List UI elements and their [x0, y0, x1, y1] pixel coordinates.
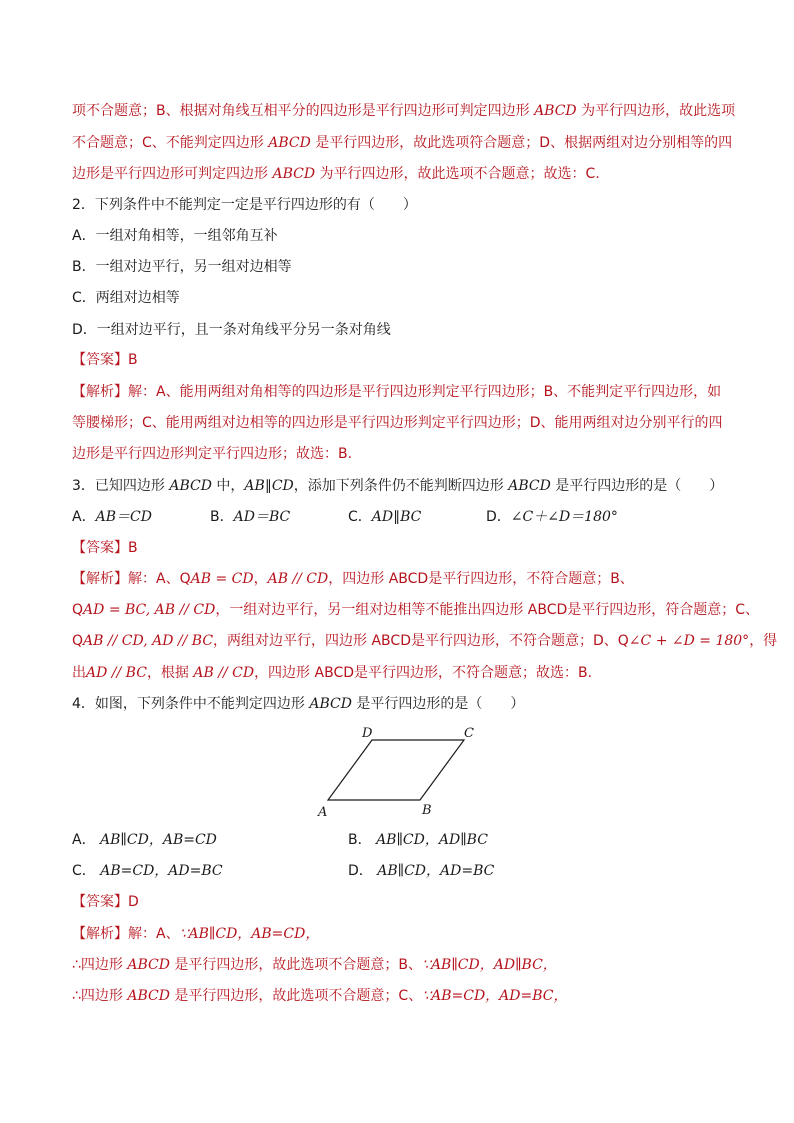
- text: 是平行四边形，故此选项不合题意；B、: [169, 957, 423, 973]
- text: 项不合题意；B、根据对角线互相平分的四边形是平行四边形可判定四边形: [72, 103, 535, 119]
- q3-option-b: [210, 507, 290, 527]
- q3-analysis-line-4: [72, 663, 592, 683]
- text: 是平行四边形的是（ ）: [351, 696, 525, 712]
- math: ∠C + ∠D = 180°: [628, 633, 750, 649]
- math: AB: [244, 478, 265, 494]
- q3-option-a: [72, 507, 152, 527]
- label: A．: [72, 832, 96, 848]
- math: ABCD: [169, 478, 212, 494]
- prev-solution-line-1: [72, 101, 735, 121]
- parallelogram-shape: [328, 740, 464, 800]
- text: ，四边形 ABCD是平行四边形，不符合题意；B、: [328, 571, 634, 587]
- text: ，得: [749, 633, 778, 649]
- math: AB // CD, AD // BC: [83, 633, 214, 649]
- analysis-tag: 【解析】: [72, 926, 128, 942]
- text: 3．已知四边形: [72, 478, 170, 494]
- text: ，添加下列条件仍不能判断四边形: [293, 478, 509, 494]
- q2-option-c: C．两组对边相等: [72, 290, 180, 306]
- value: AB＝CD: [95, 509, 152, 525]
- value: AD: [371, 509, 394, 525]
- math: ∵AB∥CD，AB=CD，: [179, 926, 320, 942]
- math: AB = CD: [190, 571, 254, 587]
- math: ABCD: [127, 988, 170, 1004]
- q2-answer: [72, 350, 138, 370]
- value: AB=CD，AD=BC: [100, 863, 223, 879]
- q2-stem: 2．下列条件中不能判定一定是平行四边形的有（ ）: [72, 197, 417, 213]
- text: 为平行四边形，故此选项不合题意；故选：C.: [315, 166, 600, 182]
- math: CD: [271, 478, 294, 494]
- label: A．: [72, 509, 96, 525]
- q2-analysis-line-3: 边形是平行四边形判定平行四边形；故选：B.: [72, 446, 353, 462]
- text: 4．如图，下列条件中不能判定四边形: [72, 696, 310, 712]
- math: AD // BC: [86, 665, 147, 681]
- analysis-tag: 【解析】: [72, 384, 128, 400]
- math: ∵AB∥CD，AD∥BC，: [422, 957, 557, 973]
- analysis-text: 解：A、能用两组对角相等的四边形是平行四边形判定平行四边形；B、不能判定平行四边形，如: [128, 384, 722, 400]
- math: ABCD: [309, 696, 352, 712]
- q4-option-a: [72, 830, 217, 850]
- q3-answer: [72, 538, 138, 558]
- parallel-symbol: ∥: [393, 509, 401, 525]
- q4-analysis-line-3: [72, 986, 568, 1006]
- label: C．: [348, 509, 372, 525]
- q4-option-b: [348, 830, 488, 850]
- label: D．: [486, 509, 511, 525]
- math: ABCD: [268, 135, 311, 151]
- q3-analysis-line-2: [72, 600, 759, 620]
- q4-analysis-line-2: [72, 955, 557, 975]
- math: AB // CD: [193, 665, 255, 681]
- q3-analysis-line-1: [72, 569, 634, 589]
- q3-stem: [72, 476, 723, 496]
- text: ，一组对边平行，另一组对边相等不能推出四边形 ABCD是平行四边形，符合题意；C、: [215, 602, 760, 618]
- q2-analysis-line-2: 等腰梯形；C、能用两组对边相等的四边形是平行四边形判定平行四边形；D、能用两组对边分别平行的四: [72, 415, 723, 431]
- text: 是平行四边形的是（ ）: [550, 478, 724, 494]
- text: 为平行四边形，故此选项: [576, 103, 736, 119]
- q2-option-a: A．一组对角相等，一组邻角互补: [72, 228, 278, 244]
- prev-solution-line-3: [72, 164, 600, 184]
- q2-option-b: B．一组对边平行，另一组对边相等: [72, 259, 292, 275]
- vertex-label-c: C: [464, 726, 474, 741]
- math: AD = BC, AB // CD: [83, 602, 216, 618]
- value: AB∥CD，AB=CD: [100, 832, 217, 848]
- q2-option-d: D．一组对边平行，且一条对角线平分另一条对角线: [72, 322, 391, 338]
- text: 是平行四边形，故此选项符合题意；D、根据两组对边分别相等的四: [310, 135, 733, 151]
- since-symbol: Q: [72, 602, 84, 618]
- text: ，两组对边平行，四边形 ABCD是平行四边形，不符合题意；D、: [213, 633, 618, 649]
- q4-option-d: [348, 861, 494, 881]
- label: B．: [210, 509, 234, 525]
- text: 不合题意；C、不能判定四边形: [72, 135, 269, 151]
- value: AB∥CD，AD=BC: [377, 863, 495, 879]
- math: ABCD: [127, 957, 170, 973]
- math: ∵AB=CD，AD=BC，: [422, 988, 568, 1004]
- label: D．: [348, 863, 373, 879]
- value: AD＝BC: [233, 509, 291, 525]
- text: 是平行四边形，故此选项不合题意；C、: [169, 988, 423, 1004]
- text: 中，: [211, 478, 245, 494]
- parallel-symbol: ∥: [264, 478, 272, 494]
- math: AB // CD: [267, 571, 329, 587]
- text: ∴四边形: [72, 957, 128, 973]
- vertex-label-a: A: [318, 805, 328, 820]
- text: 出: [72, 665, 86, 681]
- math: ABCD: [508, 478, 551, 494]
- text: 边形是平行四边形可判定四边形: [72, 166, 273, 182]
- text: ，根据: [146, 665, 194, 681]
- vertex-label-b: B: [422, 803, 432, 818]
- q3-analysis-line-3: [72, 631, 777, 651]
- answer-tag: 【答案】: [72, 352, 128, 368]
- analysis-tag: 【解析】: [72, 571, 128, 587]
- text: ，四边形 ABCD是平行四边形，不符合题意；故选：B.: [254, 665, 593, 681]
- q3-option-c: [348, 507, 421, 527]
- prev-solution-line-2: [72, 133, 732, 153]
- text: ，: [253, 571, 268, 587]
- answer-value: B: [128, 352, 138, 368]
- since-symbol: Q: [179, 571, 191, 587]
- label: B．: [348, 832, 372, 848]
- answer-value: D: [128, 894, 139, 910]
- math: ABCD: [534, 103, 577, 119]
- label: C．: [72, 863, 96, 879]
- q2-analysis-line-1: [72, 382, 721, 402]
- answer-value: B: [128, 540, 138, 556]
- text: 解：A、: [128, 926, 180, 942]
- value: AB∥CD，AD∥BC: [376, 832, 488, 848]
- q4-analysis-line-1: [72, 924, 319, 944]
- since-symbol: Q: [72, 633, 84, 649]
- q4-answer: [72, 892, 139, 912]
- value: ∠C＋∠D＝180°: [510, 509, 618, 525]
- q4-option-c: [72, 861, 223, 881]
- since-symbol: Q: [617, 633, 629, 649]
- text: 解：A、: [128, 571, 180, 587]
- parallelogram-figure: [314, 722, 484, 822]
- answer-tag: 【答案】: [72, 540, 128, 556]
- vertex-label-d: D: [362, 726, 373, 741]
- value: BC: [400, 509, 422, 525]
- answer-tag: 【答案】: [72, 894, 128, 910]
- q4-stem: [72, 694, 524, 714]
- text: ∴四边形: [72, 988, 128, 1004]
- math: ABCD: [272, 166, 316, 182]
- q3-option-d: [486, 507, 618, 527]
